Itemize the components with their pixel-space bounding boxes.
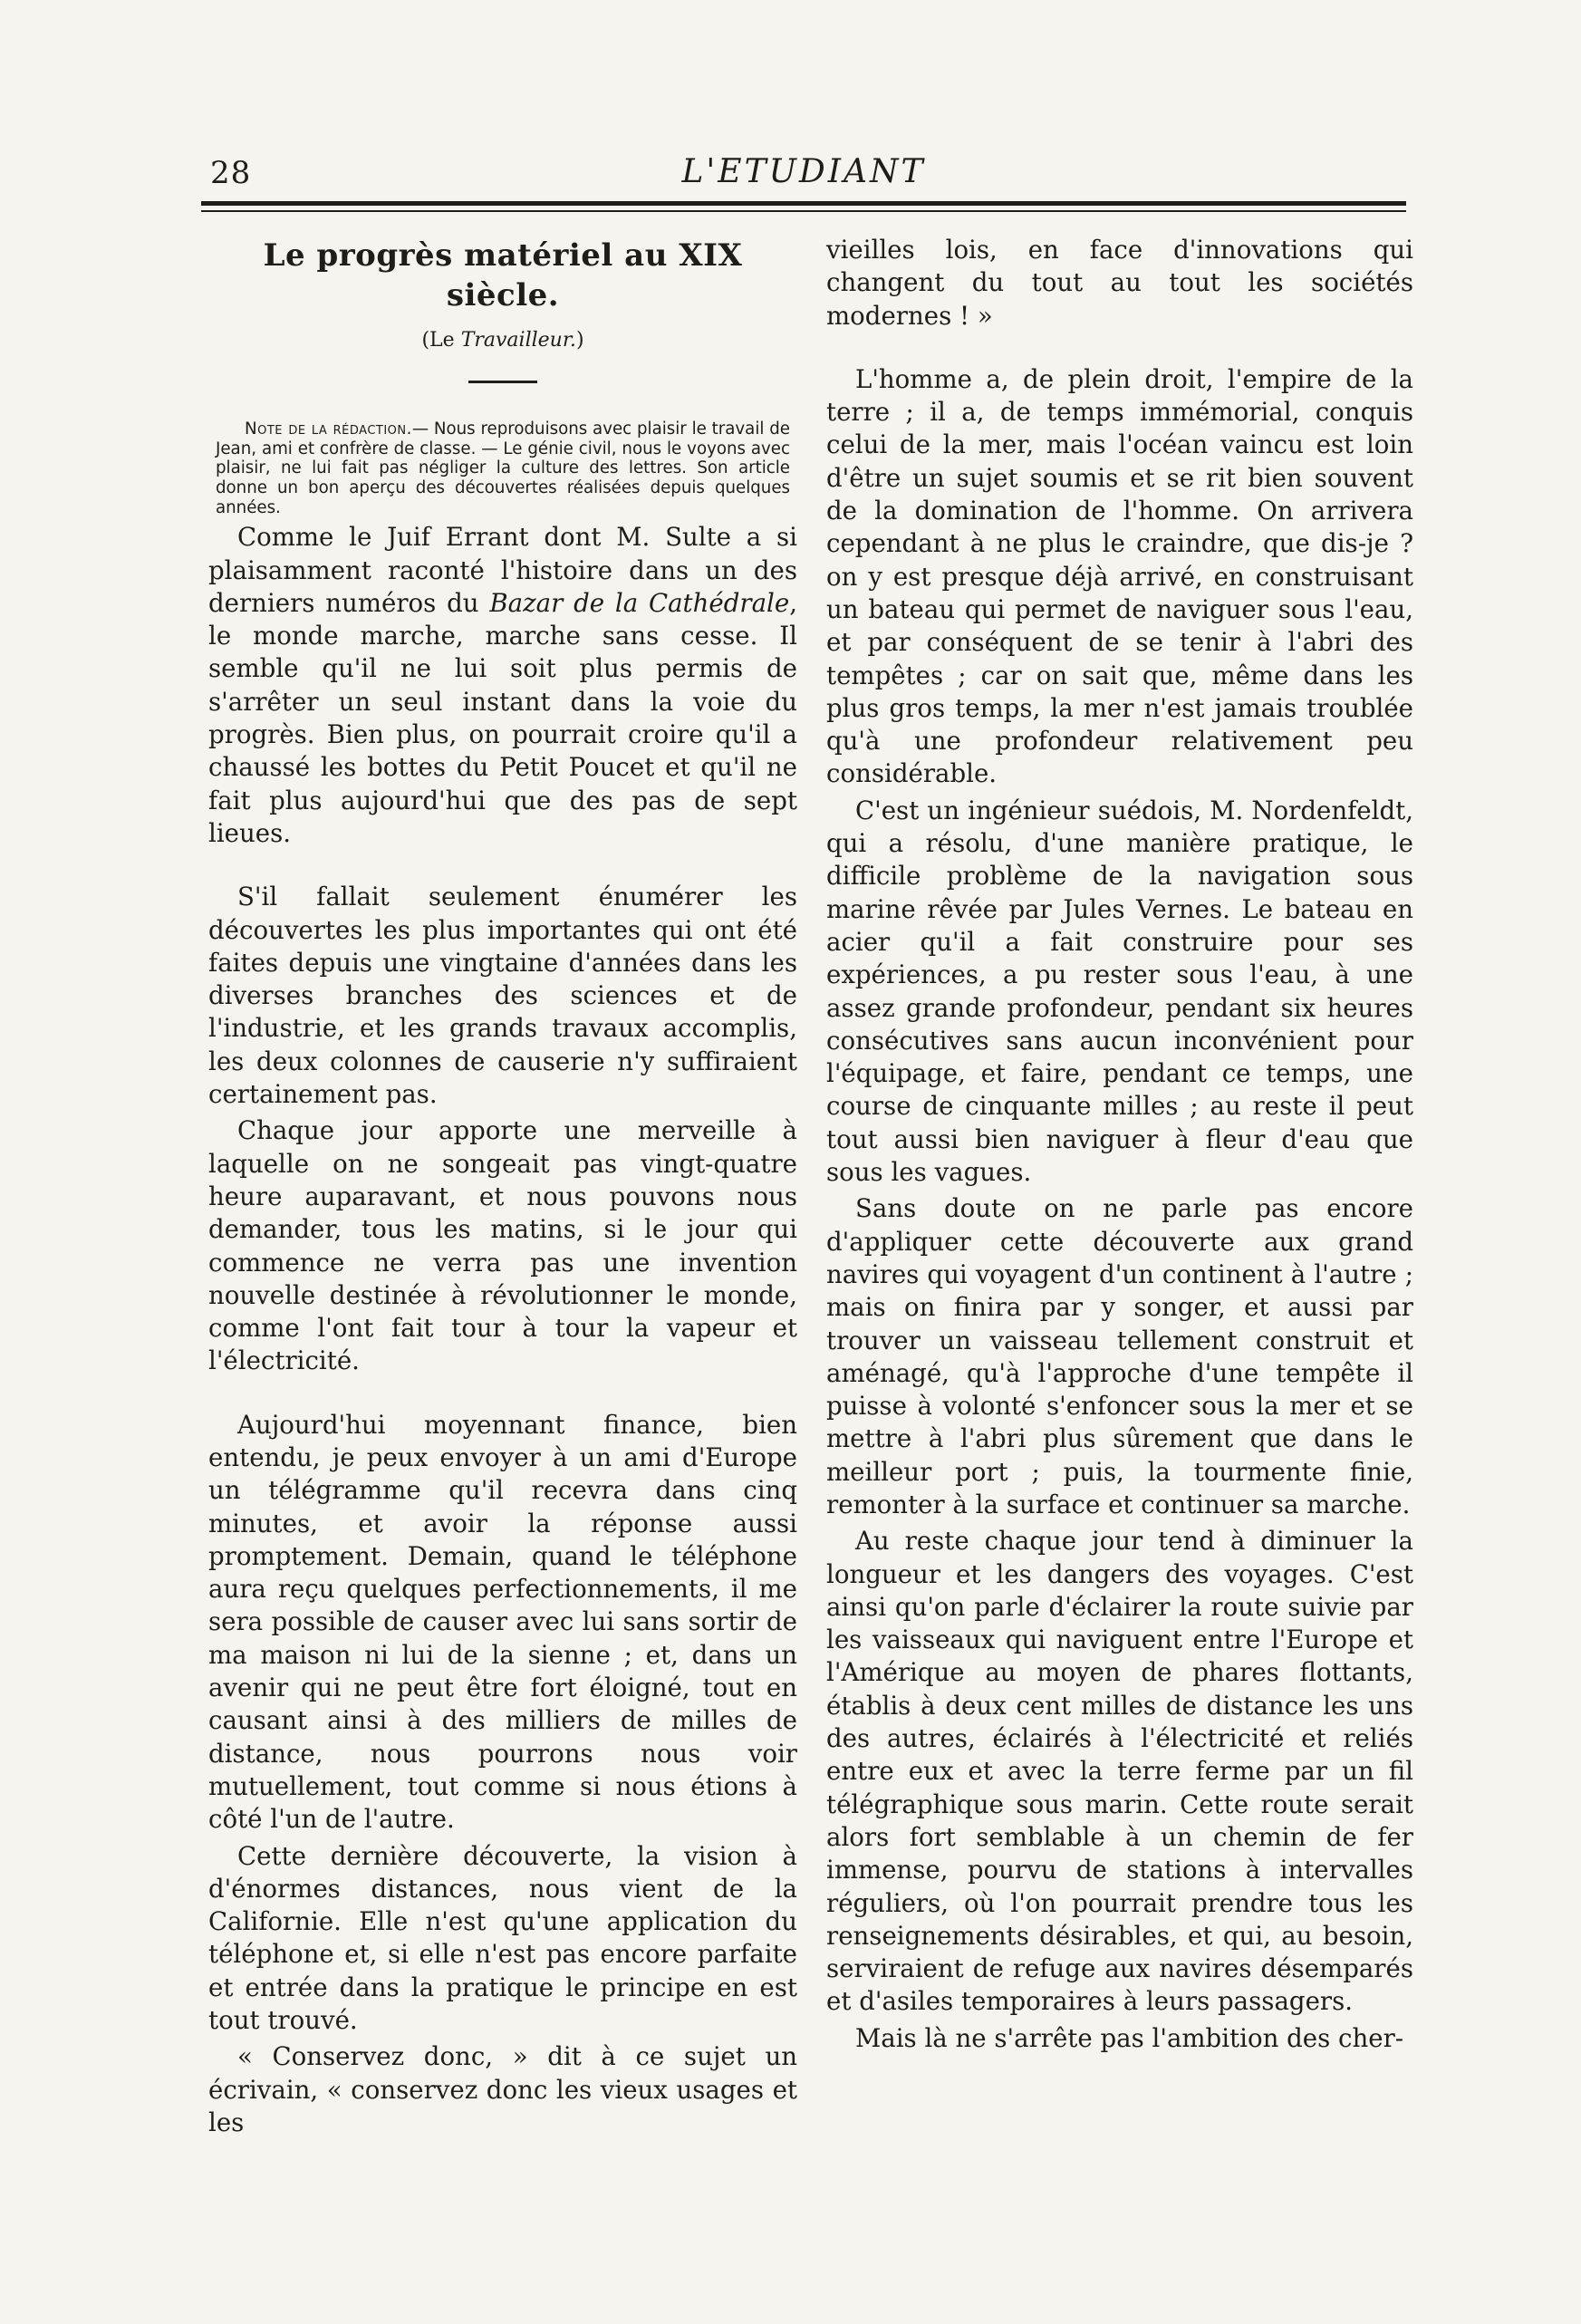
p1-after: , le monde marche, marche sans cesse. Il semble qu'il ne lui soit plus permis de s'arrêter un seul instant dans la voie du progrès. Bien plus, on pourrait croire qu'il a chaussé les bottes du Petit Poucet et qu'il ne fait plus aujourd'hui que des pas de sept lieues. — [208, 587, 797, 848]
page-number: 28 — [210, 155, 252, 191]
paragraph — [208, 521, 797, 850]
paragraph: L'homme a, de plein droit, l'empire de la terre ; il a, de temps immémorial, conquis celui de la mer, mais l'océan vaincu est loin d'être un sujet soumis et se rit bien souvent de la domination de l'homme. On arrivera cependant à ne plus le craindre, que dis-je ? on y est presque déjà arrivé, en construisant un bateau qui permet de naviguer sous l'eau, et par conséquent de se tenir à l'abri des tempêtes ; car on sait que, même dans les plus gros temps, la mer n'est jamais troublée qu'à une profondeur relativement peu considérable. — [826, 363, 1413, 789]
paragraph: Cette dernière découverte, la vision à d'énormes distances, nous vient de la Californie. Elle n'est qu'une application du téléphone et, si elle n'est pas encore parfaite et entrée dans la pratique le principe en est tout trouvé. — [208, 1840, 797, 2036]
paragraph: Mais là ne s'arrête pas l'ambition des cher- — [855, 2022, 1404, 2053]
paragraph: Au reste chaque jour tend à diminuer la longueur et les dangers des voyages. C'est ainsi qu'on parle d'éclairer la route suivie par les vaisseaux qui naviguent entre l'Europe et l'Amérique au moyen de phares flottants, établis à deux cent milles de distance les uns des autres, éclairés à l'électricité et reliés entre eux et avec la terre ferme par un fil télégraphique sous marin. Cette route serait alors fort semblable à un chemin de fer immense, pourvu de stations à intervalles réguliers, où l'on pourrait prendre tous les renseignements désirables, et qui, au besoin, serviraient de refuge aux navires désemparés et d'asiles temporaires à leurs passagers. — [826, 1526, 1413, 2017]
header-rule-thin — [201, 210, 1406, 212]
title-rule — [468, 381, 537, 383]
p1-before: Comme le Juif Errant dont M. Sulte a si plaisamment raconté l'histoire dans un des derniers numéros du — [208, 522, 797, 618]
header-rule-thick — [201, 201, 1406, 206]
paragraph: S'il fallait seulement énumérer les découvertes les plus importantes qui ont été faites depuis une vingtaine d'années dans les diverses branches des sciences et de l'industrie, et les grands travaux accomplis, les deux colonnes de causerie n'y suffiraient certainement pas. — [208, 882, 797, 1110]
article-source — [208, 324, 797, 357]
journal-title: L'ETUDIANT — [681, 153, 926, 190]
paragraph: C'est un ingénieur suédois, M. Nordenfeldt, qui a résolu, d'une manière pratique, le difficile problème de la navigation sous marine rêvée par Jules Vernes. Le bateau en acier qu'il a fait construire pour ses expériences, a pu rester sous l'eau, à une assez grande profondeur, pendant six heures consécutives sans aucun inconvénient pour l'équipage, et faire, pendant ce temps, une course de cinquante milles ; au reste il peut tout aussi bien naviguer à fleur d'eau que sous les vagues. — [826, 795, 1413, 1188]
source-prefix: (Le — [421, 329, 461, 352]
page-header — [201, 149, 1406, 197]
paragraph: vieilles lois, en face d'innovations qui changent du tout au tout les sociétés modernes ! » — [826, 235, 1413, 331]
editor-note — [208, 419, 797, 517]
source-name: Travailleur. — [460, 329, 576, 352]
article-title: Le progrès matériel au XIX siècle. — [263, 237, 743, 313]
paragraph: Chaque jour apporte une merveille à laquelle on ne songeait pas vingt-quatre heure auparavant, et nous pouvons nous demander, tous les matins, si le jour qui commence ne verra pas une invention nouvelle destinée à révolutionner le monde, comme l'ont fait tour à tour la vapeur et l'électricité. — [208, 1115, 797, 1376]
bazar-title: Bazar de la Cathédrale — [489, 587, 790, 618]
paragraph: Aujourd'hui moyennant finance, bien entendu, je peux envoyer à un ami d'Europe un télégramme qu'il recevra dans cinq minutes, et avoir la réponse aussi promptement. Demain, quand le téléphone aura reçu quelques perfectionnements, il me sera possible de causer avec lui sans sortir de ma maison ni lui de la sienne ; et, dans un avenir qui ne peut être fort éloigné, tout en causant ainsi à des milliers de milles de distance, nous pourrons nous voir mutuellement, tout comme si nous étions à côté l'un de l'autre. — [208, 1409, 797, 1835]
paragraph: « Conservez donc, » dit à ce sujet un écrivain, « conservez donc les vieux usages et les — [208, 2041, 797, 2137]
paragraph: Sans doute on ne parle pas encore d'appliquer cette découverte aux grand navires qui voyagent d'un continent à l'autre ; mais on finira par y songer, et aussi par trouver un vaisseau tellement construit et aménagé, qu'à l'approche d'une tempête il puisse à volonté s'enfoncer sous la mer et se mettre à l'abri plus sûrement que dans le meilleur port ; puis, la tourmente finie, remonter à la surface et continuer sa marche. — [826, 1193, 1413, 1519]
editor-note-text: — Nous reproduisons avec plaisir le travail de Jean, ami et confrère de classe. — Le génie civil, nous le voyons avec plaisir, ne lui fait pas négliger la culture des lettres. Son article donne un bon aperçu des découvertes réalisées depuis quelques années. — [216, 419, 790, 517]
editor-note-label: Note de la rédaction. — [245, 419, 412, 439]
left-column — [208, 234, 797, 2143]
source-suffix: ) — [575, 329, 584, 352]
right-column — [826, 234, 1413, 2059]
